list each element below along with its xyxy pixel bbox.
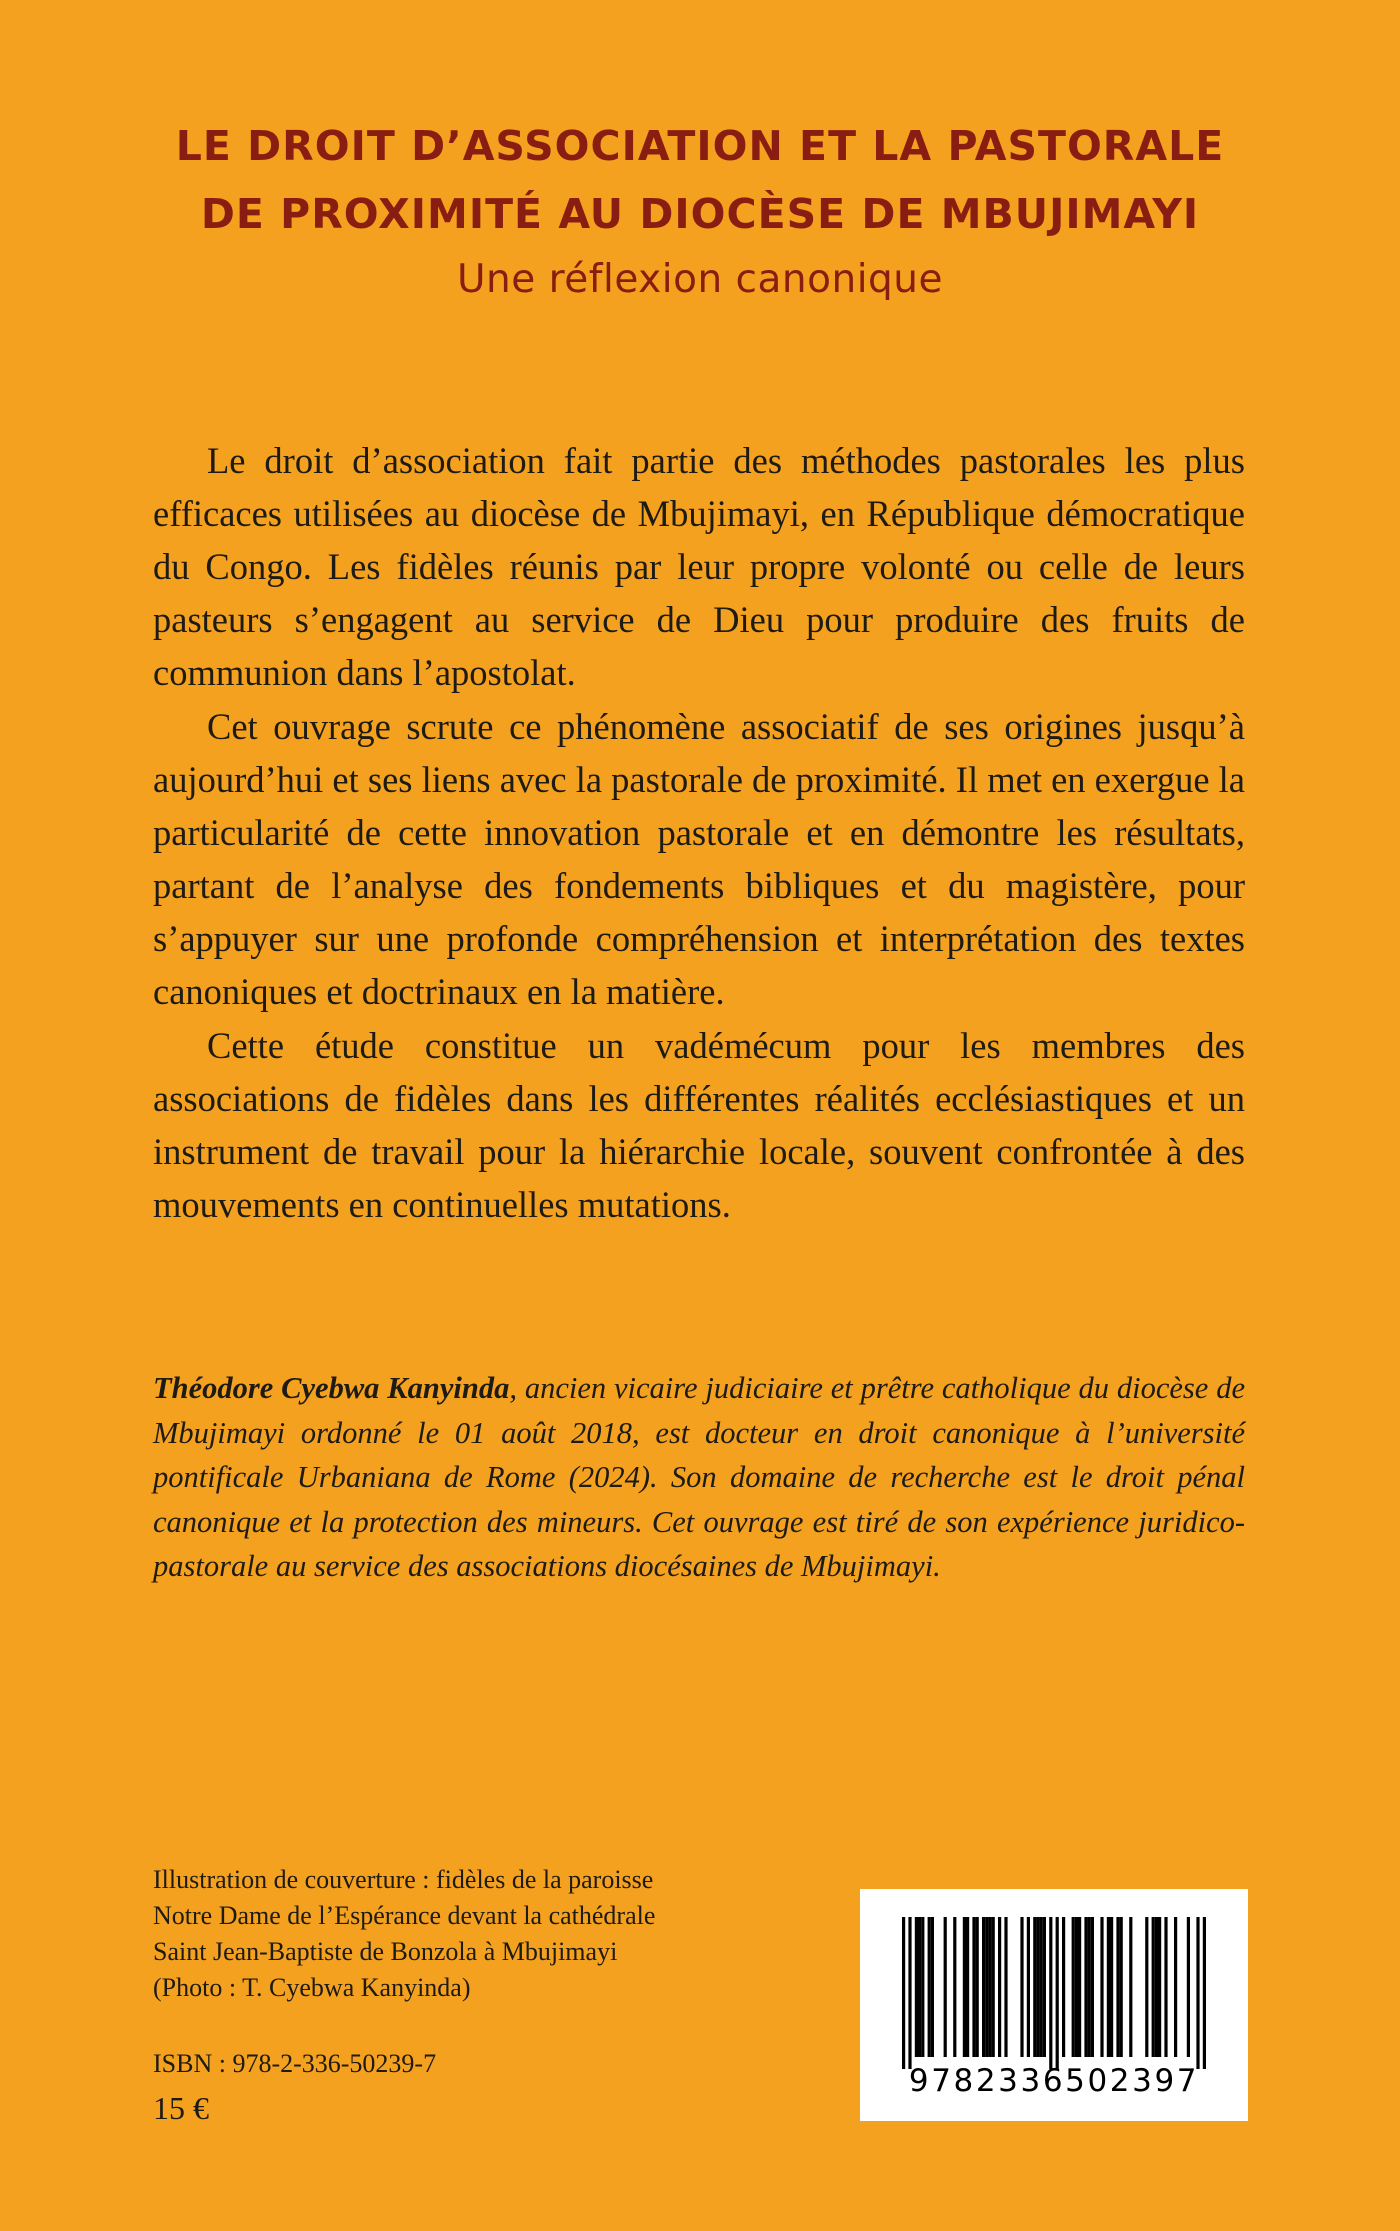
barcode-bar (1043, 1917, 1046, 2057)
blurb (153, 434, 1245, 1232)
barcode-bar (992, 1917, 995, 2057)
barcode-bar (985, 1917, 988, 2057)
barcode-bar (1020, 1917, 1023, 2057)
credits-line-2: Notre Dame de l’Espérance devant la cathédrale (153, 1901, 656, 1930)
barcode-bar (982, 1917, 985, 2057)
barcode-bar (1187, 1917, 1190, 2057)
author-bio-text: , ancien vicaire judiciaire et prêtre catholique du diocèse de Mbujimayi ordonné le 01 août 2018, est docteur en droit canonique à l’université pontificale Urbaniana de Rome (2024). Son domaine de recherche est le droit pénal canonique et la protection des mineurs. Cet ouvrage est tiré de son expérience juridico-pastorale au service des associations diocésaines de Mbujimayi. (153, 1371, 1245, 1583)
barcode-bar (1129, 1917, 1132, 2057)
barcode-bar (1203, 1917, 1206, 2069)
barcode-bar (1196, 1917, 1199, 2069)
barcode-bar (1084, 1917, 1087, 2057)
title-block (100, 112, 1300, 312)
barcode-bar (915, 1917, 918, 2057)
credits-line-3: Saint Jean-Baptiste de Bonzola à Mbujimayi (153, 1937, 618, 1966)
barcode-bar (963, 1917, 966, 2057)
barcode-bar (908, 1917, 911, 2069)
barcode-bar (1036, 1917, 1039, 2057)
barcode-bar (1091, 1917, 1094, 2057)
barcode-bar (921, 1917, 924, 2057)
author-bio (153, 1366, 1245, 1589)
blurb-paragraph-3: Cette étude constitue un vadémécum pour les membres des associations de fidèles dans les différentes réalités ecclésiastiques et un instrument de travail pour la hiérarchie locale, souvent confrontée à des mouvements en continuelles mutations. (153, 1025, 1245, 1225)
barcode-bar (1049, 1917, 1052, 2069)
barcode-bar (1107, 1917, 1110, 2057)
barcode-bar (1158, 1917, 1161, 2057)
isbn: ISBN : 978-2-336-50239-7 (153, 2049, 437, 2078)
title-line-2: DE PROXIMITÉ AU DIOCÈSE DE MBUJIMAYI (200, 190, 1200, 238)
barcode-bar (1110, 1917, 1113, 2057)
barcode-bar (944, 1917, 947, 2057)
barcode-bar (1072, 1917, 1075, 2057)
barcode-bar (1056, 1917, 1059, 2069)
barcode-bar (1078, 1917, 1081, 2057)
barcode-bar (1004, 1917, 1007, 2057)
blurb-paragraph-2: Cet ouvrage scrute ce phénomène associatif de ses origines jusqu’à aujourd’hui et ses liens avec la pastorale de proximité. Il met en exergue la particularité de cette innovation pastorale et en démontre les résultats, partant de l’analyse des fondements bibliques et du magistère, pour s’appuyer sur une profonde compréhension et interprétation des textes canoniques et doctrinaux en la matière. (153, 706, 1245, 1012)
barcode-bar (966, 1917, 969, 2057)
price: 15 € (153, 2090, 209, 2126)
barcode-bar (931, 1917, 934, 2057)
barcode-bar (1100, 1917, 1103, 2057)
title-line-1: LE DROIT D’ASSOCIATION ET LA PASTORALE (175, 122, 1225, 170)
barcode-bar (1062, 1917, 1065, 2057)
barcode-bar (953, 1917, 956, 2057)
barcode-bar (972, 1917, 975, 2057)
credits-line-1: Illustration de couverture : fidèles de la paroisse (153, 1865, 654, 1894)
barcode-bar (1152, 1917, 1155, 2057)
barcode-bar (1145, 1917, 1148, 2057)
subtitle: Une réflexion canonique (456, 257, 944, 302)
barcode-bar (1027, 1917, 1030, 2057)
barcode-bar (998, 1917, 1001, 2057)
barcode-bar (1040, 1917, 1043, 2057)
barcode-bar (928, 1917, 931, 2057)
barcode-bar (1155, 1917, 1158, 2057)
barcode-bar (1174, 1917, 1177, 2057)
cover-credits (153, 1862, 655, 2006)
barcode-bar (902, 1917, 905, 2069)
barcode-digits: 9782336502397 (908, 2063, 1200, 2099)
barcode-bar (1116, 1917, 1119, 2057)
author-name: Théodore Cyebwa Kanyinda (153, 1371, 510, 1405)
credits-line-4: (Photo : T. Cyebwa Kanyinda) (153, 1973, 471, 2002)
barcode-bar (1088, 1917, 1091, 2057)
barcode-bar (1075, 1917, 1078, 2057)
barcode-bar (988, 1917, 991, 2057)
barcode-bar (1033, 1917, 1036, 2057)
blurb-paragraph-1: Le droit d’association fait partie des méthodes pastorales les plus efficaces utilisées au diocèse de Mbujimayi, en République démocratique du Congo. Les fidèles réunis par leur propre volonté ou celle de leurs pasteurs s’engagent au service de Dieu pour produire des fruits de communion dans l’apostolat. (153, 440, 1245, 693)
barcode (860, 1889, 1248, 2121)
barcode-bar (976, 1917, 979, 2057)
barcode-bar (1164, 1917, 1167, 2057)
barcode-bar (1120, 1917, 1123, 2057)
barcode-bar (918, 1917, 921, 2057)
